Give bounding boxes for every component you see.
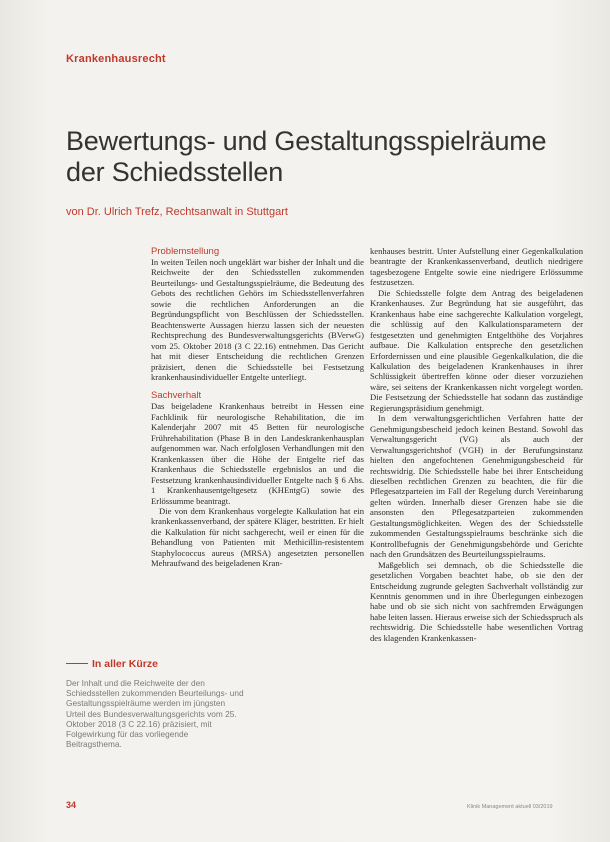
summary-box-text: Der Inhalt und die Reichweite der den Schiedsstellen zukommenden Beurteilungs- und Gestaltungsspielräume werden im jüngsten Urteil des Bundesverwaltungsgerichts vom 25. Oktober 2018 (3 C 22.16) präzisiert, mit Folgewirkung für das vorliegende Beitragsthema. [66,678,244,750]
paragraph: Maßgeblich sei demnach, ob die Schiedsstelle die gesetzlichen Vorgaben beachtet habe, ob sie den der Entscheidung zugrunde gelegten Sachverhalt vollständig zur Kenntnis genommen und in ihre Überlegungen einbezogen habe und ob sie sich nicht von sachfremden Erwägungen habe leiten lassen. Hieraus erweise sich der Schiedsspruch als rechtswidrig. Die Schiedsstelle habe wesentlichen Vortrag des klagenden Krankenkassen- [370,559,583,643]
title-line-2: der Schiedsstellen [66,157,284,187]
page-number: 34 [66,800,77,810]
heading-sachverhalt: Sachverhalt [151,390,202,402]
left-column [151,246,364,569]
section-label: Krankenhausrecht [66,53,166,65]
heading-problemstellung: Problemstellung [151,246,220,257]
author-line: von Dr. Ulrich Trefz, Rechtsanwalt in Stuttgart [66,206,288,218]
accent-rule [66,663,88,664]
paragraph: In weiten Teilen noch ungeklärt war bisher der Inhalt und die Reichweite der den Schiedsstellen zukommenden Beurteilungs- und Gestaltungsspielräume, die Bedeutung des Gebots des rechtlichen Gehörs im Schiedsstellenverfahren sowie die rechtlichen Anforderungen an die Begründungspflicht von Beschlüssen der Schiedsstellen. Beachtenswerte Aussagen hierzu lassen sich der neuesten Rechtsprechung des Bundesverwaltungsgerichts (BVerwG) vom 25. Oktober 2018 (3 C 22.16) entnehmen. Das Gericht hat mit dieser Entscheidung die rechtlichen Grenzen präzisiert, denen die Schiedsstelle bei Festsetzung krankenhausindividueller Entgelte unterliegt. [151,257,364,382]
paragraph: Die Schiedsstelle folgte dem Antrag des beigeladenen Krankenhauses. Zur Begründung hat sie ausgeführt, das Krankenhaus habe eine sachgerechte Kalkulation vorgelegt, die schlüssig auf den Kalkulationsparametern der festgesetzten und genehmigten Entgelthöhe des Vorjahres aufbaue. Die Kalkulation entspreche den gesetzlichen Erfordernissen und eine plausible Gegenkalkulation, die die Kalkulation des beigeladenen Krankenhauses in ihrer Schlüssigkeit übertreffen könne oder dieser vorzuziehen wäre, sei seitens der Krankenkassen nicht vorgelegt worden. Die Festsetzung der Schiedsstelle hat sodann das zuständige Regierungspräsidium genehmigt. [370,287,583,413]
title-line-1: Bewertungs- und Gestaltungsspielräume [66,126,547,156]
summary-box-title: In aller Kürze [92,657,158,670]
right-column [370,246,583,643]
paragraph: In dem verwaltungsgerichtlichen Verfahren hatte der Genehmigungsbescheid jedoch keinen Bestand. Sowohl das Verwaltungsgericht (VG) als auch der Verwaltungsgerichtshof (VGH) in der Berufungsinstanz hielten den angefochtenen Genehmigungsbescheid für rechtswidrig. Die Schiedsstelle habe bei ihrer Entscheidung dieselben rechtlichen Grenzen zu beachten, die für die Pflegesatzparteien im Fall der Regelung durch Vereinbarung gelten würden. Innerhalb dieser Grenzen habe sie die ansonsten den Pflegesatzparteien zukommenden Gestaltungsmöglichkeiten. Wegen des der Schiedsstelle zukommenden Gestaltungsspielraums beschränke sich die Kontrollbefugnis der Genehmigungsbehörde und Gerichte nach den Grundsätzen des Beurteilungsspielraums. [370,413,583,560]
paragraph: Die von dem Krankenhaus vorgelegte Kalkulation hat ein krankenkassenverband, der spätere Kläger, bestritten. Er hielt die Kalkulation für nicht sachgerecht, weil er einen für die Behandlung von Patienten mit Methicillin-resistentem Staphylococcus aureus (MRSA) angesetzten personellen Mehraufwand des beigeladenen Kran- [151,505,364,569]
summary-box [66,655,246,749]
paragraph: Das beigeladene Krankenhaus betreibt in Hessen eine Fachklinik für neurologische Rehabilitation, die im Kalenderjahr 2007 mit 45 Betten für neurologische Frührehabilitation (Phase B in den Landeskrankenhausplan aufgenommen war. Nach erfolglosen Verhandlungen mit den Krankenkassen über die Höhe der Entgelte rief das Krankenhaus die Schiedsstelle ergebnislos an und die Festsetzung krankenhausindividueller Entgelte nach § 6 Abs. 1 Krankenhausentgeltgesetz (KHEntgG) sowie des Erlössumme beantragt. [151,401,364,506]
article-title [66,126,586,188]
summary-box-header [66,655,246,673]
paragraph: kenhauses bestritt. Unter Aufstellung einer Gegenkalkulation beantragte der Krankenkassenverband, deutlich niedrigere tagesbezogene Entgelte sowie eine niedrigere Erlössumme festzusetzen. [370,246,583,288]
footer-source: Klinik Management aktuell 03/2019 [467,804,553,810]
